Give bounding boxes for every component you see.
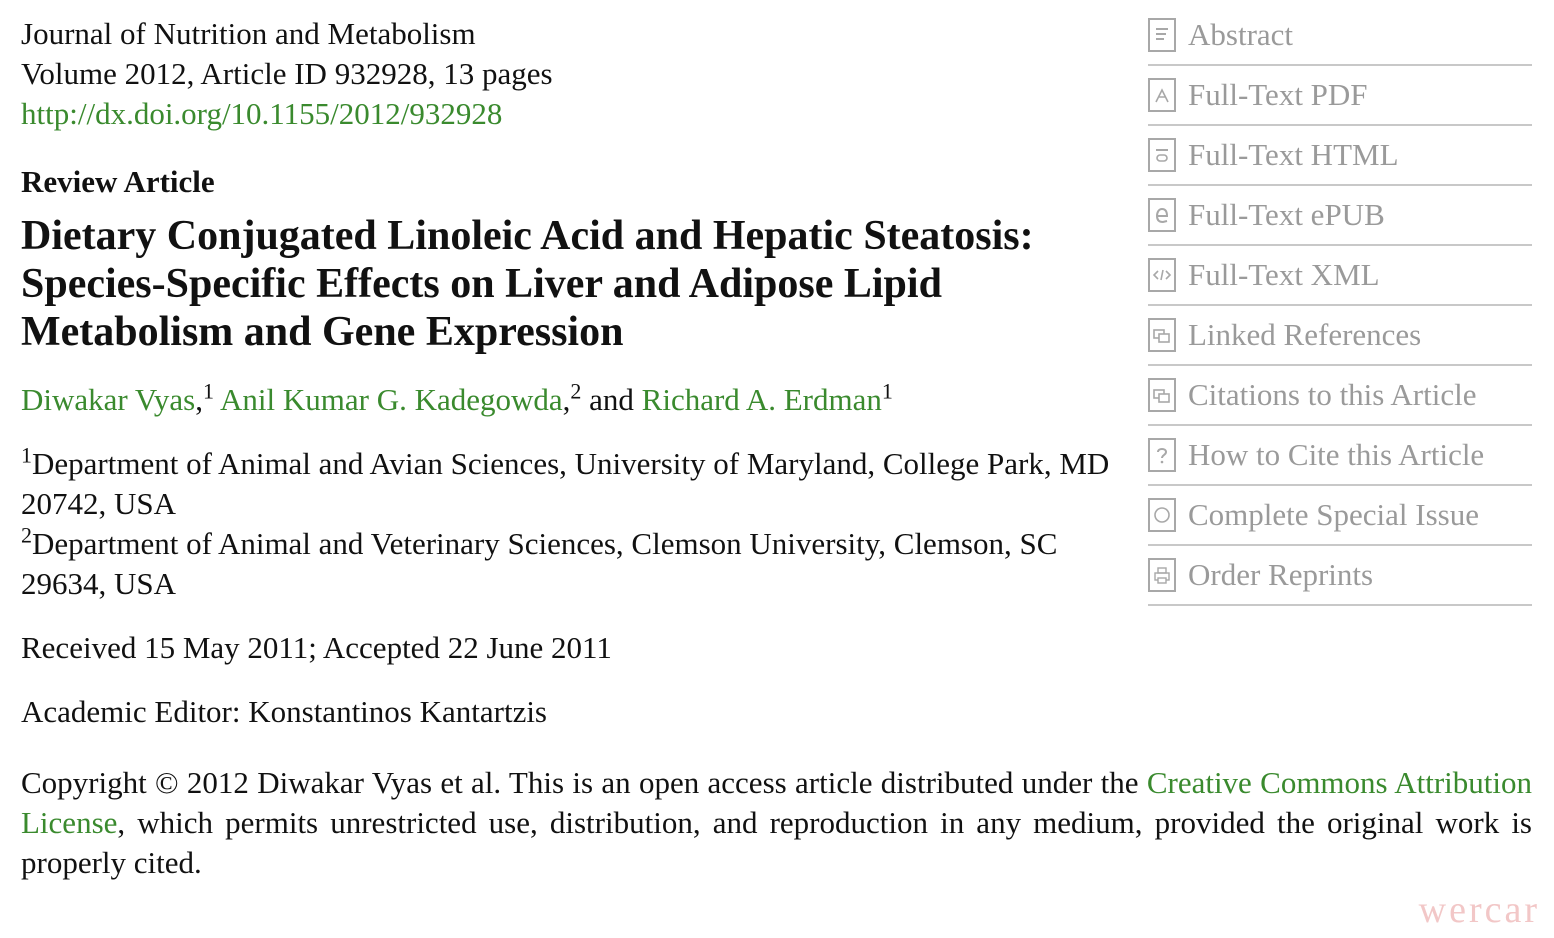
sidebar-item-label: Abstract [1188, 17, 1294, 52]
article-title: Dietary Conjugated Linoleic Acid and Hepatic Steatosis: Species-Specific Effects on Liver and Adipose Lipid Metabolism and Gene Expression [21, 213, 1034, 355]
question-icon [1148, 438, 1176, 472]
special-issue-icon [1148, 498, 1176, 532]
sidebar-item-label: Full-Text HTML [1188, 137, 1399, 172]
sidebar-item-label: Full-Text PDF [1188, 77, 1368, 112]
author-separator: , [562, 382, 571, 417]
author-conjunction: and [581, 382, 642, 417]
copyright-notice [21, 763, 1532, 883]
document-icon [1148, 18, 1176, 52]
academic-editor: Academic Editor: Konstantinos Kantartzis [21, 694, 548, 729]
sidebar-item-order-reprints[interactable] [1148, 546, 1532, 606]
author-list [21, 380, 1121, 420]
sidebar-item-label: Full-Text ePUB [1188, 197, 1385, 232]
linked-references-icon [1148, 318, 1176, 352]
sidebar-item-label: Complete Special Issue [1188, 497, 1479, 532]
affiliation-list [21, 444, 1111, 604]
license-link[interactable]: Creative Commons Attribution License [21, 765, 1532, 840]
sidebar-item-label: Linked References [1188, 317, 1422, 352]
received-accepted-dates: Received 15 May 2011; Accepted 22 June 2011 [21, 630, 612, 665]
sidebar-item-full-text-xml[interactable] [1148, 246, 1532, 306]
author-link[interactable]: Anil Kumar G. Kadegowda [220, 382, 563, 417]
sidebar-item-linked-references[interactable] [1148, 306, 1532, 366]
copyright-prefix: Copyright © 2012 Diwakar Vyas et al. This is an open access article distributed under the [21, 765, 1147, 800]
affiliation-text: Department of Animal and Veterinary Sciences, Clemson University, Clemson, SC 29634, USA [21, 526, 1058, 601]
sidebar-item-full-text-epub[interactable] [1148, 186, 1532, 246]
doi-link[interactable]: http://dx.doi.org/10.1155/2012/932928 [21, 96, 503, 131]
sidebar-item-label: Citations to this Article [1188, 377, 1477, 412]
affiliation-item [21, 444, 1111, 524]
affiliation-number: 1 [21, 442, 32, 468]
printer-icon [1148, 558, 1176, 592]
affiliation-item [21, 524, 1111, 604]
sidebar-item-how-to-cite[interactable] [1148, 426, 1532, 486]
article-tools-sidebar [1148, 6, 1532, 606]
author-link[interactable]: Diwakar Vyas [21, 382, 196, 417]
html-icon [1148, 138, 1176, 172]
citations-icon [1148, 378, 1176, 412]
sidebar-item-citations[interactable] [1148, 366, 1532, 426]
sidebar-item-complete-special-issue[interactable] [1148, 486, 1532, 546]
pdf-icon [1148, 78, 1176, 112]
epub-icon [1148, 198, 1176, 232]
sidebar-item-label: Full-Text XML [1188, 257, 1380, 292]
affiliation-text: Department of Animal and Avian Sciences, University of Maryland, College Park, MD 20742, USA [21, 446, 1110, 521]
copyright-suffix: , which permits unrestricted use, distribution, and reproduction in any medium, provided the original work is properly cited. [21, 805, 1532, 880]
sidebar-item-full-text-html[interactable] [1148, 126, 1532, 186]
article-type: Review Article [21, 164, 215, 199]
sidebar-item-label: Order Reprints [1188, 557, 1374, 592]
sidebar-item-label: How to Cite this Article [1188, 437, 1485, 472]
author-link[interactable]: Richard A. Erdman [641, 382, 882, 417]
author-affiliation-mark: 2 [570, 378, 582, 404]
affiliation-number: 2 [21, 522, 32, 548]
volume-info: Volume 2012, Article ID 932928, 13 pages [21, 56, 553, 91]
article-header [21, 14, 1121, 732]
sidebar-item-abstract[interactable] [1148, 6, 1532, 66]
author-affiliation-mark: 1 [202, 378, 214, 404]
xml-icon [1148, 258, 1176, 292]
watermark: wercar [1418, 889, 1540, 931]
sidebar-item-full-text-pdf[interactable] [1148, 66, 1532, 126]
author-separator: , [195, 382, 203, 417]
author-affiliation-mark: 1 [881, 378, 893, 404]
journal-name: Journal of Nutrition and Metabolism [21, 16, 476, 51]
